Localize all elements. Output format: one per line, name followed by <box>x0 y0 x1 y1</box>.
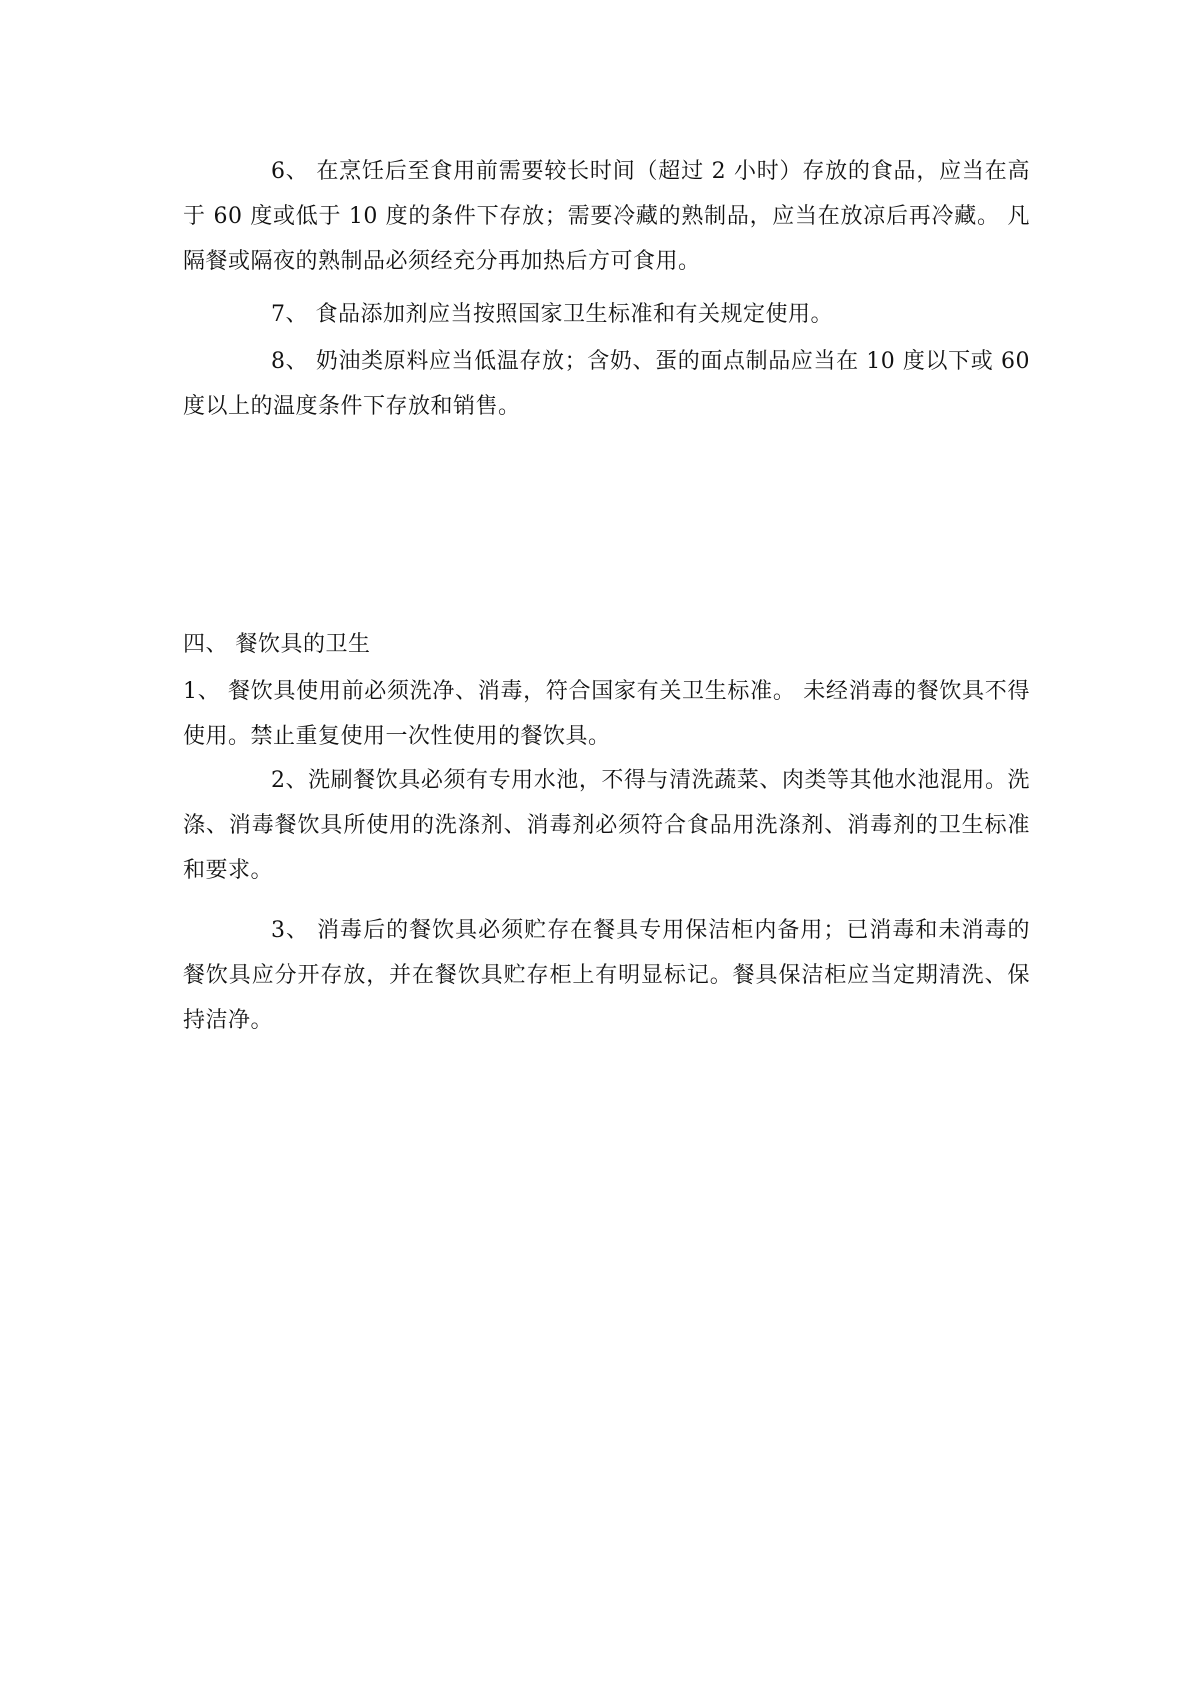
paragraph-7: 7、 食品添加剂应当按照国家卫生标准和有关规定使用。 <box>271 302 833 327</box>
paragraph-8: 8、 奶油类原料应当低温存放；含奶、蛋的面点制品应当在 10 度以下或 60 度以上的温度条件下存放和销售。 <box>183 349 1030 419</box>
section-4-item-3: 3、 消毒后的餐饮具必须贮存在餐具专用保洁柜内备用；已消毒和未消毒的餐饮具应分开存放，并在餐饮具贮存柜上有明显标记。餐具保洁柜应当定期清洗、保持洁净。 <box>183 918 1030 1033</box>
paragraph-6: 6、 在烹饪后至食用前需要较长时间（超过 2 小时）存放的食品，应当在高于 60 度或低于 10 度的条件下存放；需要冷藏的熟制品，应当在放凉后再冷藏。 凡隔餐或隔夜的熟制品必须经充分再加热后方可食用。 <box>183 159 1030 274</box>
section-heading-4: 四、 餐饮具的卫生 <box>183 632 371 657</box>
section-4-item-1: 1、 餐饮具使用前必须洗净、消毒，符合国家有关卫生标准。 未经消毒的餐饮具不得使用。禁止重复使用一次性使用的餐饮具。 <box>183 679 1030 749</box>
section-4-item-2: 2、洗刷餐饮具必须有专用水池，不得与清洗蔬菜、肉类等其他水池混用。洗涤、消毒餐饮具所使用的洗涤剂、消毒剂必须符合食品用洗涤剂、消毒剂的卫生标准和要求。 <box>183 768 1030 883</box>
